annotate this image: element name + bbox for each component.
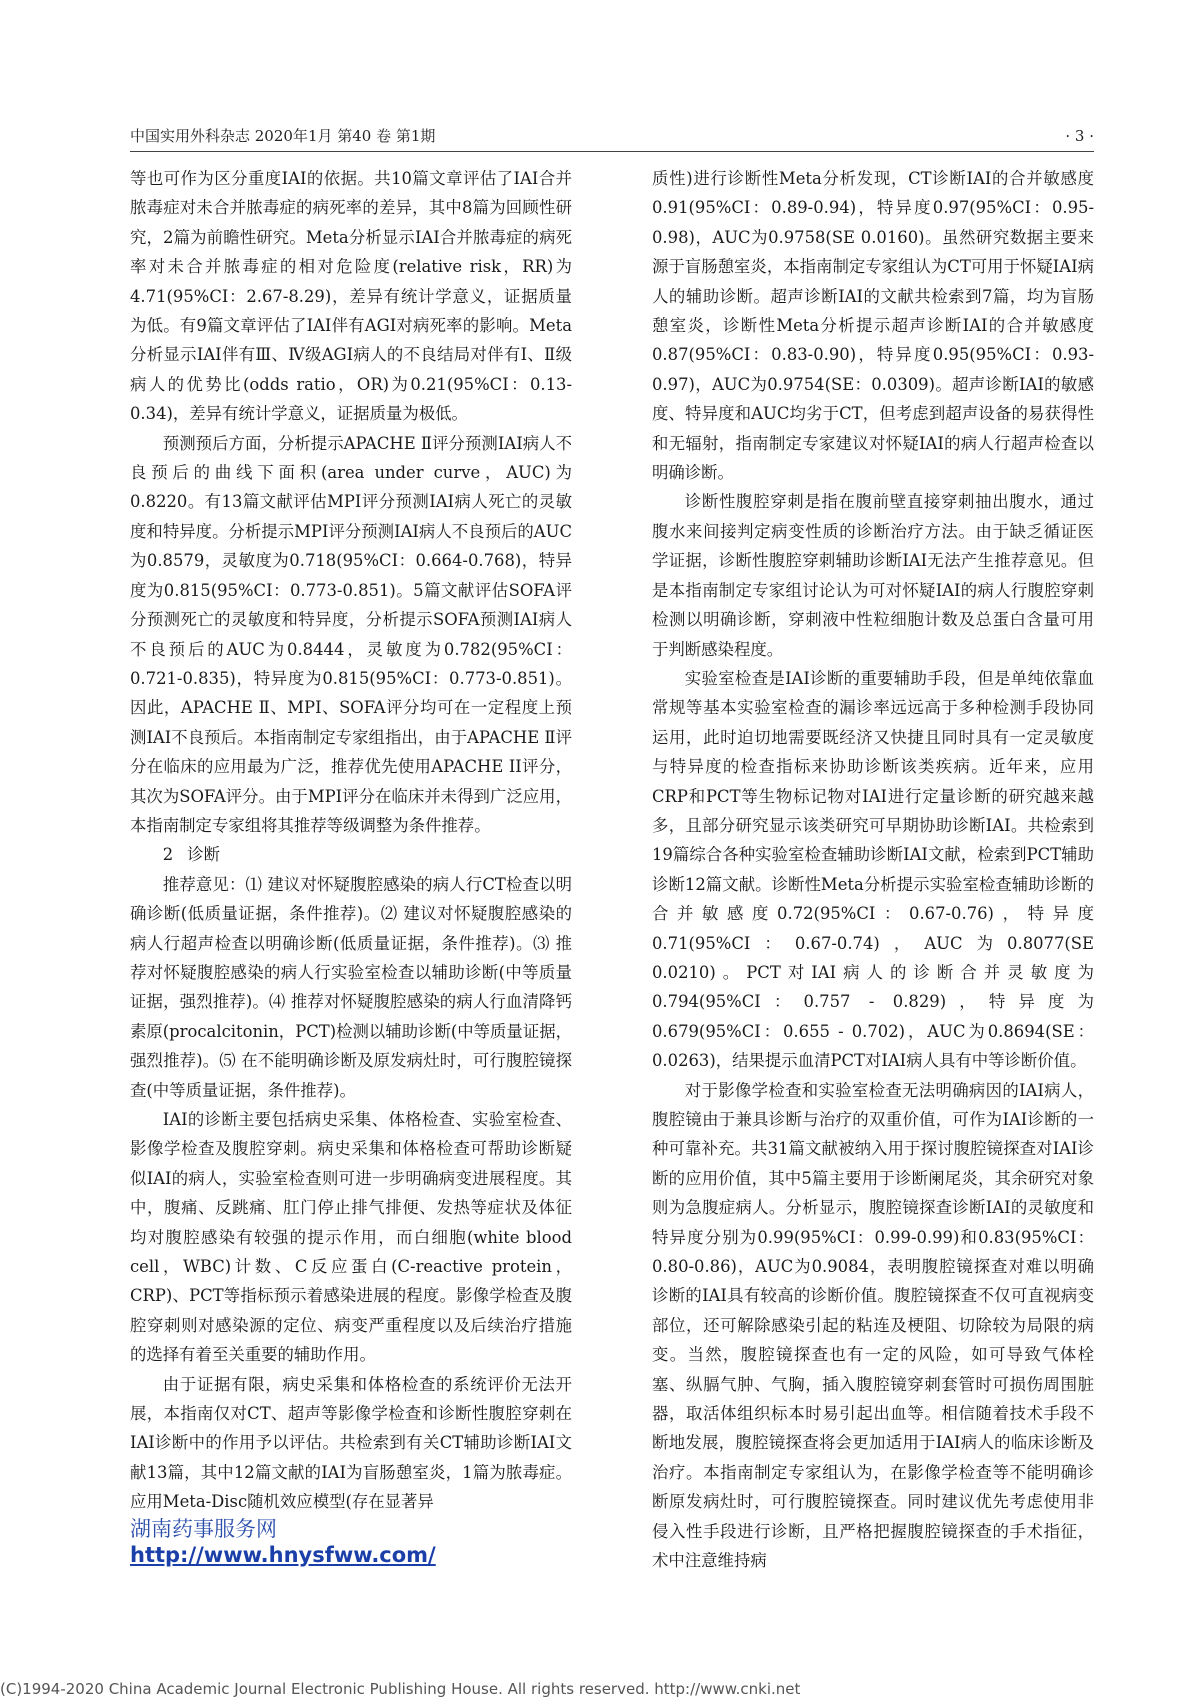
section-title: 诊断 bbox=[187, 845, 221, 865]
right-column bbox=[652, 164, 1094, 1576]
body-paragraph: IAI的诊断主要包括病史采集、体格检查、实验室检查、影像学检查及腹腔穿刺。病史采集和体格检查可帮助诊断疑似IAI的病人，实验室检查则可进一步明确病变进展程度。其中，腹痛、反跳痛、肛门停止排气排便、发热等症状及体征均对腹腔感染有较强的提示作用，而白细胞(white blood cell，WBC)计数、C反应蛋白(C-reactive protein，CRP)、PCT等指标预示着感染进展的程度。影像学检查及腹腔穿刺则对感染源的定位、病变严重程度以及后续治疗措施的选择有着至关重要的辅助作用。 bbox=[130, 1110, 572, 1365]
body-paragraph: 诊断性腹腔穿刺是指在腹前壁直接穿刺抽出腹水，通过腹水来间接判定病变性质的诊断治疗方法。由于缺乏循证医学证据，诊断性腹腔穿刺辅助诊断IAI无法产生推荐意见。但是本指南制定专家组讨论认为可对怀疑IAI的病人行腹腔穿刺检测以明确诊断，穿刺液中性粒细胞计数及总蛋白含量可用于判断感染程度。 bbox=[652, 492, 1094, 659]
recommendation-paragraph: 推荐意见：⑴ 建议对怀疑腹腔感染的病人行CT检查以明确诊断(低质量证据，条件推荐)。⑵ 建议对怀疑腹腔感染的病人行超声检查以明确诊断(低质量证据，条件推荐)。⑶ 推荐对怀疑腹腔感染的病人行实验室检查以辅助诊断(中等质量证据，强烈推荐)。⑷ 推荐对怀疑腹腔感染的病人行血清降钙素原(procalcitonin，PCT)检测以辅助诊断(中等质量证据，强烈推荐)。⑸ 在不能明确诊断及原发病灶时，可行腹腔镜探查(中等质量证据，条件推荐)。 bbox=[130, 874, 572, 1100]
left-column bbox=[130, 164, 572, 1517]
body-paragraph: 由于证据有限，病史采集和体格检查的系统评价无法开展，本指南仅对CT、超声等影像学检查和诊断性腹腔穿刺在IAI诊断中的作用予以评估。共检索到有关CT辅助诊断IAI文献13篇，其中12篇文献的IAI为盲肠憩室炎，1篇为脓毒症。应用Meta-Disc随机效应模型(存在显著异 bbox=[130, 1374, 572, 1512]
section-number: 2 bbox=[162, 845, 174, 865]
watermark-site-name: 湖南药事服务网 bbox=[130, 1517, 277, 1541]
header-rule bbox=[130, 151, 1094, 152]
body-paragraph: 实验室检查是IAI诊断的重要辅助手段，但是单纯依靠血常规等基本实验室检查的漏诊率远远高于多种检测手段协同运用，此时迫切地需要既经济又快捷且同时具有一定灵敏度与特异度的检查指标来协助诊断该类疾病。近年来，应用CRP和PCT等生物标记物对IAI进行定量诊断的研究越来越多，且部分研究显示该类研究可早期协助诊断IAI。共检索到19篇综合各种实验室检查辅助诊断IAI文献，检索到PCT辅助诊断12篇文献。诊断性Meta分析提示实验室检查辅助诊断的合并敏感度0.72(95%CI：0.67-0.76)，特异度0.71(95%CI：0.67-0.74)，AUC为0.8077(SE 0.0210)。PCT对IAI病人的诊断合并灵敏度为0.794(95%CI：0.757 - 0.829)，特异度为0.679(95%CI：0.655 - 0.702)，AUC为0.8694(SE：0.0263)，结果提示血清PCT对IAI病人具有中等诊断价值。 bbox=[652, 668, 1094, 1071]
watermark-link[interactable]: http://www.hnysfww.com/ bbox=[130, 1543, 436, 1567]
section-heading bbox=[130, 840, 572, 869]
body-paragraph: 质性)进行诊断性Meta分析发现，CT诊断IAI的合并敏感度0.91(95%CI：0.89-0.94)，特异度0.97(95%CI：0.95-0.98)，AUC为0.9758(SE 0.0160)。虽然研究数据主要来源于盲肠憩室炎，本指南制定专家组认为CT可用于怀疑IAI病人的辅助诊断。超声诊断IAI的文献共检索到7篇，均为盲肠憩室炎，诊断性Meta分析提示超声诊断IAI的合并敏感度0.87(95%CI：0.83-0.90)，特异度0.95(95%CI：0.93-0.97)，AUC为0.9754(SE：0.0309)。超声诊断IAI的敏感度、特异度和AUC均劣于CT，但考虑到超声设备的易获得性和无辐射，指南制定专家建议对怀疑IAI的病人行超声检查以明确诊断。 bbox=[652, 169, 1094, 483]
body-paragraph: 对于影像学检查和实验室检查无法明确病因的IAI病人，腹腔镜由于兼具诊断与治疗的双重价值，可作为IAI诊断的一种可靠补充。共31篇文献被纳入用于探讨腹腔镜探查对IAI诊断的应用价值，其中5篇主要用于诊断阑尾炎，其余研究对象则为急腹症病人。分析显示，腹腔镜探查诊断IAI的灵敏度和特异度分别为0.99(95%CI：0.99-0.99)和0.83(95%CI：0.80-0.86)，AUC为0.9084，表明腹腔镜探查对难以明确诊断的IAI具有较高的诊断价值。腹腔镜探查不仅可直视病变部位，还可解除感染引起的粘连及梗阻、切除较为局限的病变。当然，腹腔镜探查也有一定的风险，如可导致气体栓塞、纵膈气肿、气胸，插入腹腔镜穿刺套管时可损伤周围脏器，取活体组织标本时易引起出血等。相信随着技术手段不断地发展，腹腔镜探查将会更加适用于IAI病人的临床诊断及治疗。本指南制定专家组认为，在影像学检查等不能明确诊断原发病灶时，可行腹腔镜探查。同时建议优先考虑使用非侵入性手段进行诊断，且严格把握腹腔镜探查的手术指征，术中注意维持病 bbox=[652, 1080, 1094, 1571]
body-paragraph: 预测预后方面，分析提示APACHE Ⅱ评分预测IAI病人不良预后的曲线下面积(area under curve，AUC)为0.8220。有13篇文献评估MPI评分预测IAI病人死亡的灵敏度和特异度。分析提示MPI评分预测IAI病人不良预后的AUC为0.8579，灵敏度为0.718(95%CI：0.664-0.768)，特异度为0.815(95%CI：0.773-0.851)。5篇文献评估SOFA评分预测死亡的灵敏度和特异度，分析提示SOFA预测IAI病人不良预后的AUC为0.8444，灵敏度为0.782(95%CI：0.721-0.835)，特异度为0.815(95%CI：0.773-0.851)。因此，APACHE Ⅱ、MPI、SOFA评分均可在一定程度上预测IAI不良预后。本指南制定专家组指出，由于APACHE Ⅱ评分在临床的应用最为广泛，推荐优先使用APACHE II评分，其次为SOFA评分。由于MPI评分在临床并未得到广泛应用，本指南制定专家组将其推荐等级调整为条件推荐。 bbox=[130, 433, 572, 835]
watermark bbox=[130, 1516, 436, 1568]
copyright-line: (C)1994-2020 China Academic Journal Electronic Publishing House. All rights reserved. http://www.cnki.net bbox=[0, 1680, 801, 1698]
journal-info: 中国实用外科杂志 2020年1月 第40 卷 第1期 bbox=[130, 127, 436, 145]
page-number: · 3 · bbox=[1065, 127, 1094, 145]
running-header bbox=[130, 126, 1094, 146]
body-paragraph: 等也可作为区分重度IAI的依据。共10篇文章评估了IAI合并脓毒症对未合并脓毒症的病死率的差异，其中8篇为回顾性研究，2篇为前瞻性研究。Meta分析显示IAI合并脓毒症的病死率对未合并脓毒症的相对危险度(relative risk，RR)为4.71(95%CI：2.67-8.29)，差异有统计学意义，证据质量为低。有9篇文章评估了IAI伴有AGI对病死率的影响。Meta分析显示IAI伴有Ⅲ、Ⅳ级AGI病人的不良结局对伴有Ⅰ、Ⅱ级病人的优势比(odds ratio，OR)为0.21(95%CI：0.13-0.34)，差异有统计学意义，证据质量为极低。 bbox=[130, 169, 572, 424]
